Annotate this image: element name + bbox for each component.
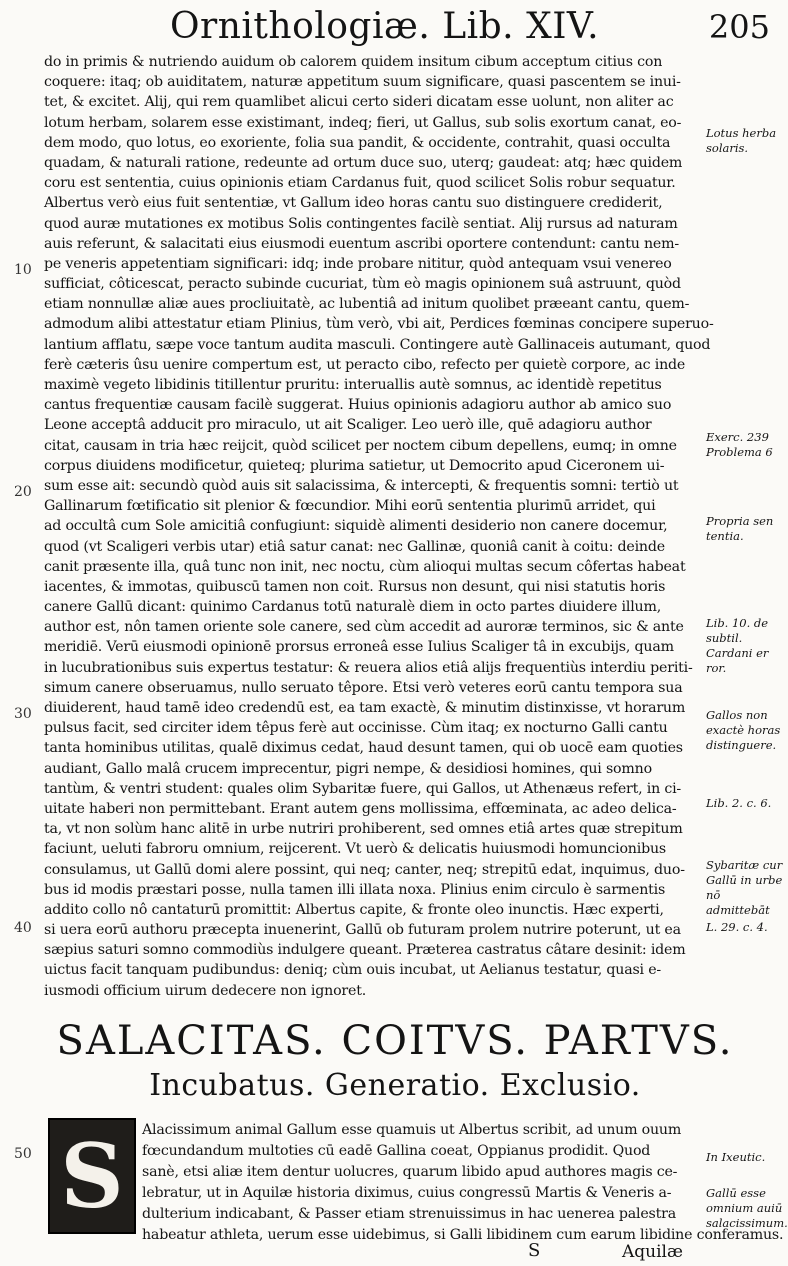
section-heading: SALACITAS. COITVS. PARTVS. — [56, 1018, 734, 1064]
text-line: addito collo nô cantaturū promittit: Albertus capite, & fronte oleo inunctis. Hæc experti, — [44, 901, 664, 918]
line-number-20: 20 — [14, 484, 32, 500]
text-line: audiant, Gallo malâ crucem imprecentur, pigri nempe, & desidiosi homines, qui somno — [44, 760, 652, 777]
text-line: ad occultâ cum Sole amicitiâ confugiunt: siquidè alimenti desiderio non canere docemur, — [44, 518, 668, 535]
text-line: si uera eorū authoru præcepta inuenerint, Gallū ob futuram prolem nutrire poterunt, ut ea — [44, 922, 681, 939]
text-line: sufficiat, côticescat, peracto subinde cucuriat, tùm eò magis opinionem suâ astruunt, quòd — [44, 276, 681, 293]
text-line: Albertus verò eius fuit sententiæ, vt Gallum ideo horas cantu suo distinguere crediderit, — [44, 195, 663, 212]
margin-note: Propria sen tentia. — [706, 514, 774, 543]
text-line: pulsus facit, sed circiter idem têpus ferè aut occinisse. Cùm itaq; ex nocturno Galli cantu — [44, 720, 668, 737]
running-title: Ornithologiæ. Lib. XIV. — [170, 6, 600, 47]
text-line: coquere: itaq; ob auiditatem, naturæ appetitum suum significare, quasi pascentem se inui- — [44, 74, 681, 91]
line-number-50: 50 — [14, 1146, 32, 1162]
decorated-initial — [48, 1118, 136, 1234]
text-line: lantium afflatu, sæpe voce tantum audita masculi. Contingere autè Gallinaceis autumant, quod — [44, 336, 711, 353]
text-line: canere Gallū dicant: quinimo Cardanus totū naturalè diem in octo partes diuidere illum, — [44, 599, 662, 616]
margin-note: Lotus herba solaris. — [706, 126, 777, 155]
text-line: sæpius saturi somno commodiùs indulgere queant. Præterea castratus câtare desinit: idem — [44, 942, 686, 959]
signature-mark: S — [528, 1240, 541, 1261]
line-number-40: 40 — [14, 920, 32, 936]
text-line: auis referunt, & salacitati eius eiusmodi euentum ascribi oportere contendunt: cantu nem- — [44, 235, 679, 252]
text-line: admodum alibi attestatur etiam Plinius, tùm verò, vbi ait, Perdices fœminas concipere superuo- — [44, 316, 714, 333]
text-line: Alacissimum animal Gallum esse quamuis ut Albertus scribit, ad unum ouum — [142, 1122, 682, 1138]
text-line: Gallinarum fœtificatio sit plenior & fœcundior. Mihi eorū sententia plurimū arridet, qui — [44, 498, 656, 515]
text-line: tanta hominibus utilitas, qualē diximus cedat, haud desunt tamen, qui ob uocē eam quoties — [44, 740, 683, 757]
margin-note: Lib. 2. c. 6. — [706, 796, 772, 810]
text-line: maximè vegeto libidinis titillentur pruritu: interuallis autè somnus, ac identidè repetitus — [44, 377, 662, 393]
text-line: iacentes, & immotas, quibuscū tamen non coit. Rursus non desunt, qui nisi statutis horis — [44, 578, 666, 595]
text-line: bus id modis præstari posse, nulla tamen illi illata noxa. Plinius enim circulo è sarmentis — [44, 881, 666, 898]
line-number-30: 30 — [14, 706, 32, 722]
text-line: habeatur athleta, uerum esse uidebimus, si Galli libidinem cum earum libidine conferamus. — [142, 1227, 784, 1243]
section-subheading: Incubatus. Generatio. Exclusio. — [149, 1068, 641, 1103]
text-line: meridiē. Verū eiusmodi opinionē prorsus erroneâ esse Iulius Scaliger tâ in excubijs, quam — [44, 639, 674, 656]
margin-note: Exerc. 239 Problema 6 — [706, 430, 773, 459]
text-line: dulterium indicabant, & Passer etiam strenuissimus in hac uenerea palestra — [142, 1206, 676, 1222]
text-line: sanè, etsi aliæ item dentur uolucres, quarum libido apud authores magis ce- — [142, 1164, 678, 1180]
text-line: iusmodi officium uirum dedecere non ignoret. — [44, 982, 367, 999]
margin-note: Gallū esse omnium auiū salacissimum. — [706, 1186, 788, 1230]
text-line: tantùm, & ventri student: quales olim Sybaritæ fuere, qui Gallos, ut Athenæus refert, in ci- — [44, 780, 682, 797]
catchword: Aquilæ — [622, 1242, 683, 1262]
main-text — [44, 52, 714, 1001]
text-line: faciunt, ueluti fabroru omnium, reijcerent. Vt uerò & delicatis huiusmodi homuncionibus — [44, 841, 666, 858]
text-line: sum esse ait: secundò quòd auis sit salacissima, & intercepti, & frequentis somni: tertiò ut — [44, 477, 679, 494]
text-line: lotum herbam, solarem esse existimant, indeq; fieri, ut Gallus, sub solis exortum canat, eo- — [44, 114, 682, 131]
text-line: cantus frequentiæ causam facilè suggerat. Huius opinionis adagioru author ab amico suo — [44, 397, 672, 414]
text-line: uictus facit tanquam pudibundus: deniq; cùm ouis incubat, ut Aelianus testatur, quasi e- — [44, 962, 661, 979]
margin-note: L. 29. c. 4. — [706, 920, 768, 934]
text-line: Leone acceptâ adducit pro miraculo, ut ait Scaliger. Leo uerò ille, quē adagioru author — [44, 417, 652, 434]
text-line: canit præsente illa, quâ tunc non init, nec noctu, cùm alioqui multas secum côfertas habeat — [44, 558, 686, 575]
text-line: lebratur, ut in Aquilæ historia diximus, cuius congressū Martis & Veneris a- — [142, 1185, 672, 1201]
text-line: ta, vt non solùm hanc alitē in urbe nutriri prohiberent, sed omnes etiâ artes quæ strepitum — [44, 821, 683, 838]
text-line: uitate haberi non permittebant. Erant autem gens mollissima, effœminata, ac adeo delica- — [44, 800, 677, 817]
text-line: author est, nôn tamen oriente sole canere, sed cùm accedit ad auroræ terminos, sic & ante — [44, 619, 684, 636]
text-line: quod (vt Scaligeri verbis utar) etiâ satur canat: nec Gallinæ, quoniâ canit à coitu: deinde — [44, 538, 665, 555]
line-number-10: 10 — [14, 262, 32, 278]
margin-note: Sybaritæ cur Gallū in urbe nō admittebāt — [706, 858, 783, 917]
text-line: tet, & excitet. Alij, qui rem quamlibet alicui certo sideri dicatam esse uolunt, non aliter ac — [44, 94, 674, 111]
text-line: in lucubrationibus suis expertus testatur: & reuera alios etiâ alijs frequentiùs interdiu periti- — [44, 659, 693, 676]
text-line: do in primis & nutriendo auidum ob calorem quidem insitum cibum acceptum citius con — [44, 54, 663, 70]
text-line: simum canere obseruamus, nullo seruato têpore. Etsi verò veteres eorū cantu tempora sua — [44, 679, 683, 696]
page-header — [170, 6, 770, 52]
text-line: pe veneris appetentiam significari: idq; inde probare nititur, quòd antequam vsui venereo — [44, 255, 672, 272]
text-line: quadam, & naturali ratione, redeunte ad ortum duce suo, uterq; gaudeat: atq; hæc quidem — [44, 154, 683, 171]
text-line: diuiderent, haud tamē ideo credendū est, ea tam exactè, & minutim distinxisse, vt horarum — [44, 700, 686, 716]
text-line: quod auræ mutationes ex motibus Solis contingentes facilè sentiat. Alij rursus ad naturam — [44, 215, 678, 232]
text-line: fœcundandum multoties cū eadē Gallina coeat, Oppianus prodidit. Quod — [142, 1143, 651, 1159]
margin-note: In Ixeutic. — [706, 1150, 766, 1164]
initial-letter: S — [60, 1124, 124, 1228]
text-line: ferè cæteris ûsu uenire compertum est, ut peracto cibo, refecto per quietè corpore, ac inde — [44, 356, 686, 373]
text-line: consulamus, ut Gallū domi alere possint, qui neq; canter, neq; strepitū edat, inquimus, duo- — [44, 861, 685, 878]
text-line: citat, causam in tria hæc reijcit, quòd scilicet per noctem cibum depellens, eumq; in omne — [44, 437, 677, 454]
margin-note: Lib. 10. de subtil. Cardani er ror. — [706, 616, 769, 675]
text-line: corpus diuidens modificetur, quieteq; plurima satietur, ut Democrito apud Ciceronem ui- — [44, 457, 665, 474]
text-line: dem modo, quo lotus, eo exoriente, folia sua pandit, & occidente, contrahit, quasi occulta — [44, 134, 671, 151]
margin-note: Gallos non exactè horas distinguere. — [706, 708, 781, 752]
page-number: 205 — [708, 8, 770, 46]
text-line: etiam nonnullæ aliæ aues procliuitatè, ac lubentiâ ad initum quolibet præeant cantu, quem- — [44, 296, 690, 313]
text-line: coru est sententia, cuius opinionis etiam Cardanus fuit, quod scilicet Solis robur sequatur. — [44, 175, 676, 192]
